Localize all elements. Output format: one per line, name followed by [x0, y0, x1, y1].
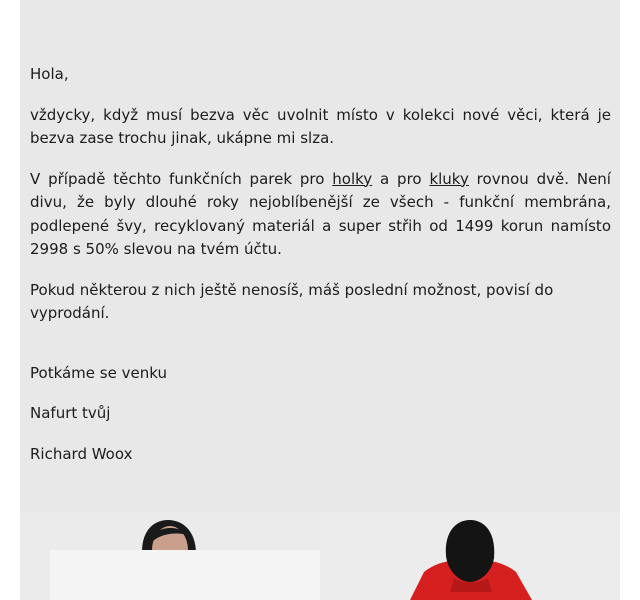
boys-jacket-image[interactable]: [320, 512, 620, 600]
paragraph-last-chance: Pokud některou z nich ještě nenosíš, máš poslední možnost, povisí do vyprodání.: [30, 280, 554, 322]
link-kluky[interactable]: kluky: [429, 169, 469, 188]
paragraph-intro: vždycky, když musí bezva věc uvolnit místo v kolekci nové věci, která je bezva zase trochu jinak, ukápne mi slza.: [30, 105, 611, 147]
boy-model-illustration: [320, 512, 620, 600]
paragraph-offer: [30, 168, 611, 262]
product-images: [20, 512, 620, 600]
girls-jacket-image[interactable]: [20, 512, 320, 600]
offer-text-start: V případě těchto funkčních parek pro: [30, 169, 333, 188]
greeting: Hola,: [30, 65, 69, 83]
offer-text-between: a pro: [372, 169, 430, 188]
email-body: [20, 0, 620, 600]
offer-text-end: rovnou dvě. Není divu, že byly dlouhé roky nejoblíbenější ze všech - funkční membrána, podlepené švy, recyklovaný materiál a super střih od 1499 korun namísto 2998 s 50% slevou na tvém účtu.: [30, 169, 611, 258]
image-overlay-block: [50, 550, 320, 600]
closing-line: Potkáme se venku: [30, 363, 167, 382]
link-holky[interactable]: holky: [332, 169, 373, 188]
closing-yours: Nafurt tvůj: [30, 404, 111, 422]
email-content: [30, 63, 611, 483]
signature: Richard Woox: [30, 444, 133, 463]
